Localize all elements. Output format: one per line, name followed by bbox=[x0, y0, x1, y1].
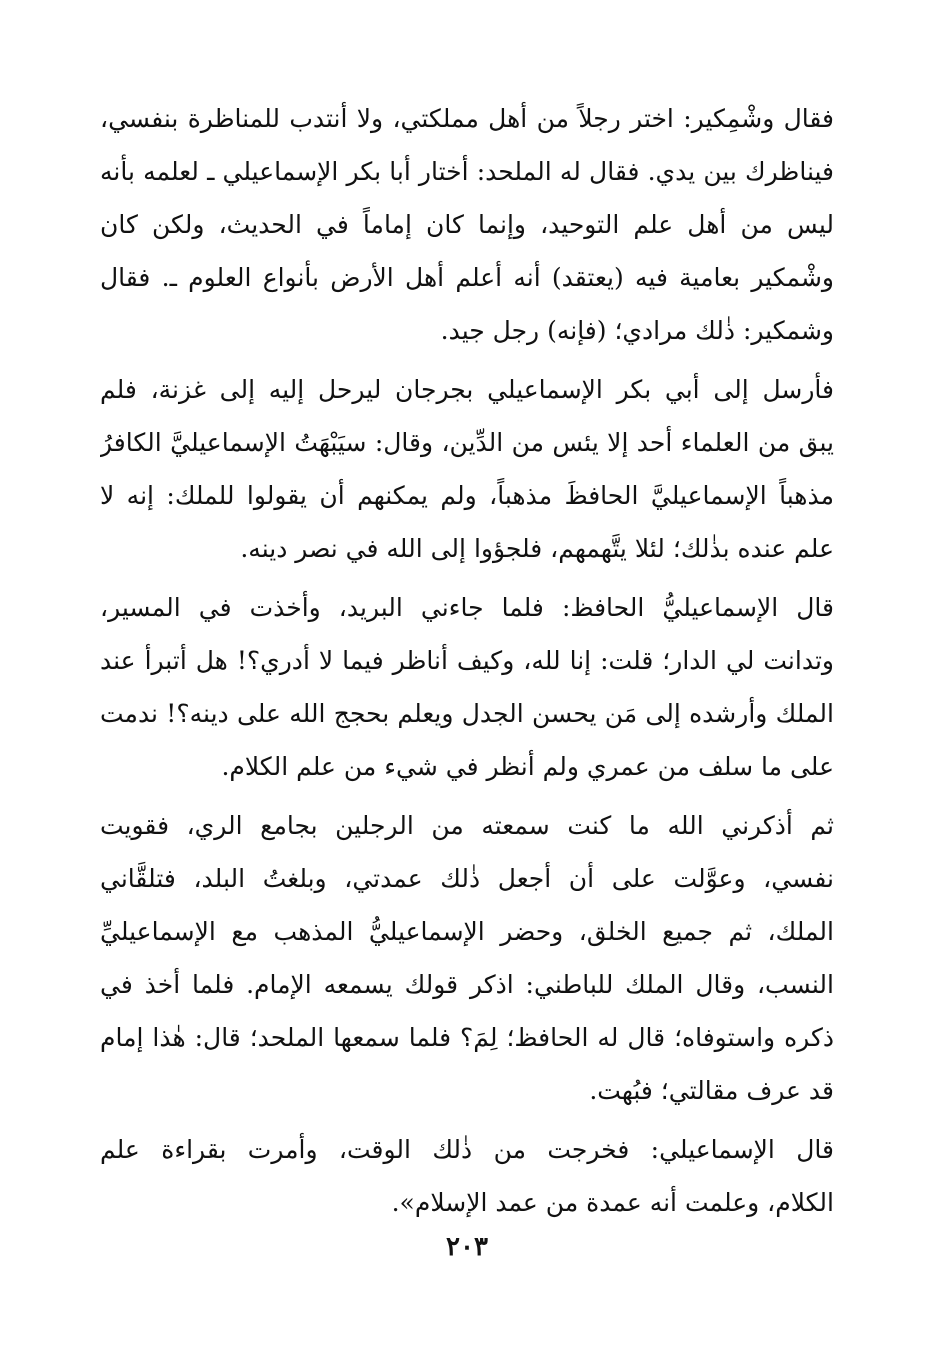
document-page bbox=[100, 92, 834, 1272]
paragraph-3 bbox=[100, 581, 834, 793]
text-line: الكلام، وعلمت أنه عمدة من عمد الإسلام». bbox=[391, 1188, 834, 1217]
text-line: نفسي، وعوَّلت على أن أجعل ذٰلك عمدتي، وبلغتُ البلد، فتلقَّاني bbox=[100, 864, 834, 893]
paragraph-4 bbox=[100, 799, 834, 1117]
text-line: فأرسل إلى أبي بكر الإسماعيلي بجرجان ليرحل إليه إلى غزنة، فلم bbox=[100, 375, 834, 404]
text-line: على ما سلف من عمري ولم أنظر في شيء من علم الكلام. bbox=[221, 752, 834, 781]
text-line: قال الإسماعيلي: فخرجت من ذٰلك الوقت، وأمرت بقراءة علم bbox=[100, 1135, 834, 1164]
text-line: علم عنده بذٰلك؛ لئلا يتَّهمهم، فلجؤوا إلى الله في نصر دينه. bbox=[240, 534, 834, 563]
text-line: قال الإسماعيليُّ الحافظ: فلما جاءني البريد، وأخذت في المسير، bbox=[100, 593, 834, 622]
text-line: يبق من العلماء أحد إلا يئس من الدِّين، وقال: سيَبْهَتُ الإسماعيليَّ الكافرُ bbox=[100, 428, 834, 457]
text-line: قد عرف مقالتي؛ فبُهت. bbox=[589, 1076, 834, 1105]
paragraph-1 bbox=[100, 92, 834, 357]
text-line: مذهباً الإسماعيليَّ الحافظَ مذهباً، ولم يمكنهم أن يقولوا للملك: إنه لا bbox=[100, 481, 834, 510]
page-number: ٢٠٣ bbox=[446, 1232, 488, 1262]
text-line: وتدانت لي الدار؛ قلت: إنا لله، وكيف أناظر فيما لا أدري؟! هل أتبرأ عند bbox=[100, 646, 834, 675]
text-line: ليس من أهل علم التوحيد، وإنما كان إماماً في الحديث، ولكن كان bbox=[100, 210, 834, 239]
text-line: ثم أذكرني الله ما كنت سمعته من الرجلين بجامع الري، فقويت bbox=[100, 811, 834, 840]
paragraph-2 bbox=[100, 363, 834, 575]
text-line: ذكره واستوفاه؛ قال له الحافظ؛ لِمَ؟ فلما سمعها الملحد؛ قال: هٰذا إمام bbox=[100, 1023, 834, 1052]
text-line: فقال وشْمِكير: اختر رجلاً من أهل مملكتي، ولا أنتدب للمناظرة بنفسي، bbox=[100, 104, 834, 133]
paragraph-5 bbox=[100, 1123, 834, 1229]
text-line: فيناظرك بين يدي. فقال له الملحد: أختار أبا بكر الإسماعيلي ـ لعلمه بأنه bbox=[100, 157, 834, 186]
text-line: الملك وأرشده إلى مَن يحسن الجدل ويعلم بحجج الله على دينه؟! ندمت bbox=[100, 699, 834, 728]
text-line: الملك، ثم جميع الخلق، وحضر الإسماعيليُّ المذهب مع الإسماعيليِّ bbox=[100, 917, 834, 946]
text-line: وشْمكير بعامية فيه (يعتقد) أنه أعلم أهل الأرض بأنواع العلوم ـ. فقال bbox=[100, 263, 834, 292]
text-line: وشمكير: ذٰلك مرادي؛ (فإنه) رجل جيد. bbox=[440, 316, 834, 345]
text-line: النسب، وقال الملك للباطني: اذكر قولك يسمعه الإمام. فلما أخذ في bbox=[100, 970, 834, 999]
